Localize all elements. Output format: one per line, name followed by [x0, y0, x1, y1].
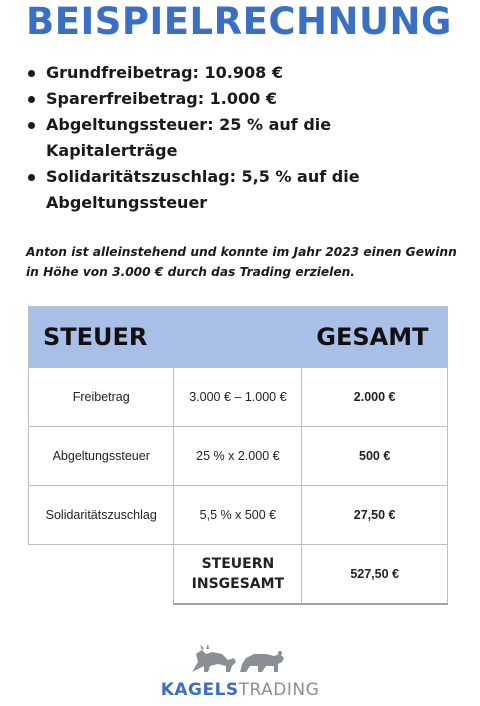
total-value: 527,50 € — [302, 545, 448, 605]
table-total-row — [29, 545, 448, 605]
table-row — [29, 427, 448, 486]
row-total: 2.000 € — [302, 368, 448, 427]
logo — [150, 642, 330, 702]
fact-item: Abgeltungssteuer: 25 % auf die Kapitalerträge — [26, 112, 456, 164]
bull-bear-icon — [188, 642, 288, 678]
page-title: BEISPIELRECHNUNG — [26, 0, 452, 43]
row-label: Solidaritätszuschlag — [29, 486, 174, 545]
total-label-line1: STEUERN — [201, 556, 275, 572]
row-label: Freibetrag — [29, 368, 174, 427]
header-steuer: STEUER — [29, 307, 174, 368]
facts-list — [26, 60, 456, 216]
total-label-cell — [174, 545, 302, 605]
intro-text: Anton ist alleinstehend und konnte im Jahr 2023 einen Gewinn in Höhe von 3.000 € durch das Trading erzielen. — [26, 245, 457, 279]
header-empty — [174, 307, 302, 368]
row-total: 27,50 € — [302, 486, 448, 545]
fact-item: Sparerfreibetrag: 1.000 € — [26, 86, 456, 112]
logo-part1: KAGELS — [160, 680, 239, 700]
table-row — [29, 486, 448, 545]
logo-part2: TRADING — [238, 680, 320, 700]
fact-item: Solidaritätszuschlag: 5,5 % auf die Abgeltungssteuer — [26, 164, 456, 216]
row-calc: 5,5 % x 500 € — [174, 486, 302, 545]
row-calc: 25 % x 2.000 € — [174, 427, 302, 486]
fact-item: Grundfreibetrag: 10.908 € — [26, 60, 456, 86]
total-label-line2: INSGESAMT — [191, 576, 285, 592]
header-gesamt: GESAMT — [302, 307, 448, 368]
table-header-row — [29, 307, 448, 368]
logo-wordmark — [150, 680, 330, 700]
empty-cell — [29, 545, 174, 605]
tax-table — [28, 306, 448, 605]
row-label: Abgeltungssteuer — [29, 427, 174, 486]
row-total: 500 € — [302, 427, 448, 486]
table-row — [29, 368, 448, 427]
row-calc: 3.000 € – 1.000 € — [174, 368, 302, 427]
